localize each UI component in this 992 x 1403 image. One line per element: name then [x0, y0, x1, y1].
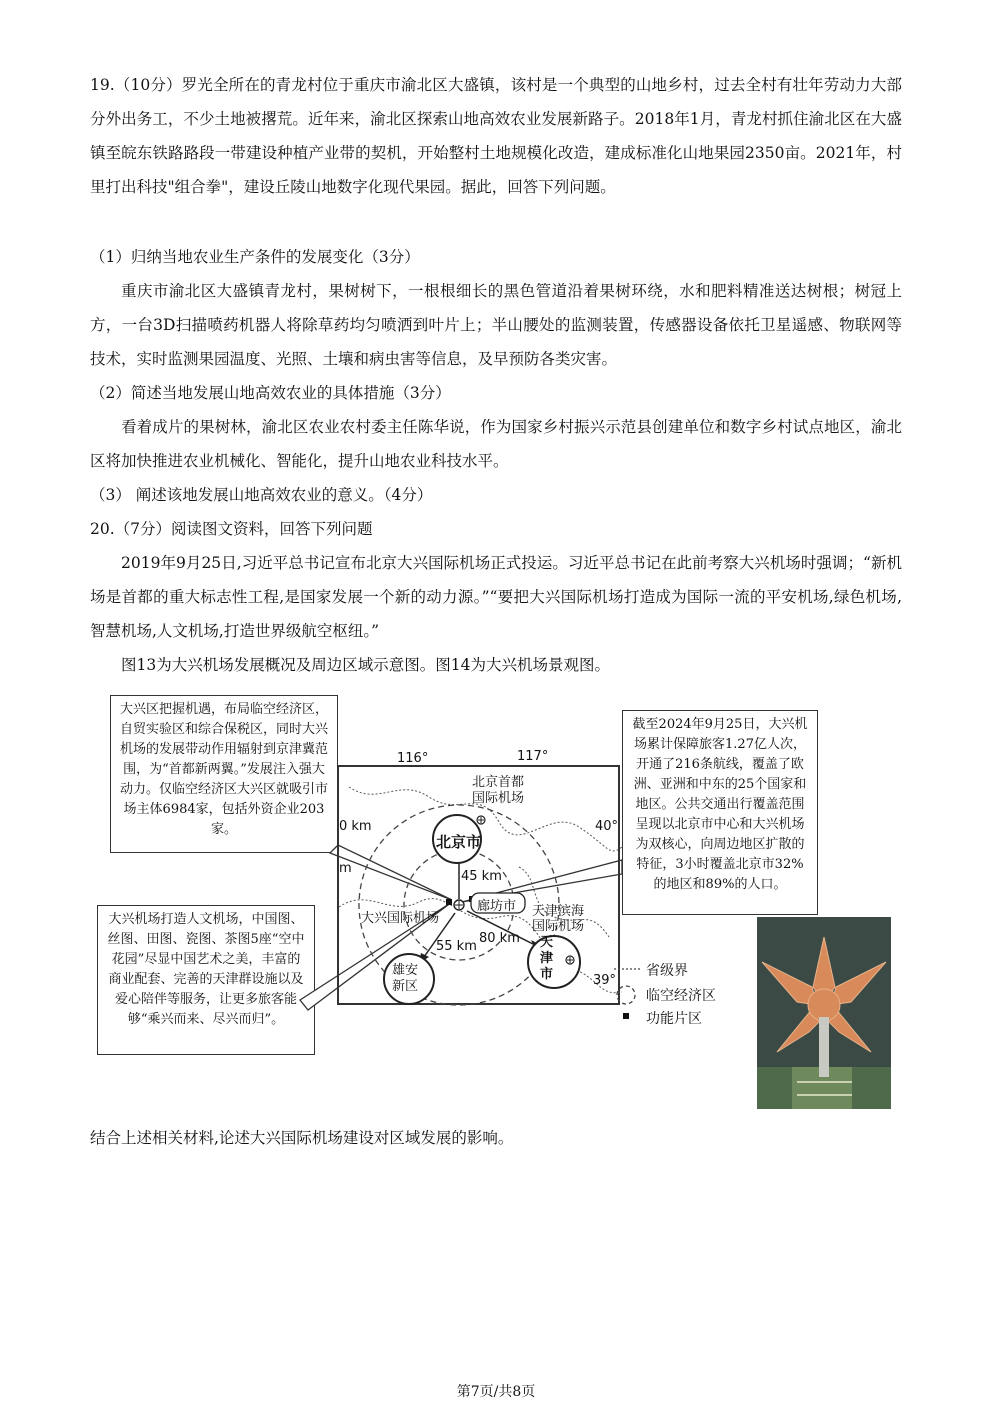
- q19-text2: 看着成片的果树林，渝北区农业农村委主任陈华说，作为国家乡村振兴示范县创建单位和数字乡村试点地区，渝北区将加快推进农业机械化、智能化，提升山地农业科技水平。: [90, 418, 902, 470]
- km-fragment-2: m: [339, 861, 352, 876]
- lon-label-117: 117°: [517, 749, 549, 764]
- q19-sub3: （3） 阐述该地发展山地高效农业的意义。（4分）: [90, 486, 433, 504]
- callout-box-left-top: 大兴区把握机遇，布局临空经济区，自贸实验区和综合保税区，同时大兴机场的发展带动作用辐射到京津冀范围，为“首都新两翼。”发展注入强大动力。仅临空经济区大兴区就吸引市场主体6984家，包括外资企业203家。: [110, 695, 338, 853]
- lat-label-39: 39°: [593, 973, 617, 988]
- distance-80km: 80 km: [479, 931, 520, 946]
- q20-question: 结合上述相关材料,论述大兴国际机场建设对区域发展的影响。: [90, 1129, 514, 1147]
- q19-intro: 19.（10分）罗光全所在的青龙村位于重庆市渝北区大盛镇，该村是一个典型的山地乡村，过去全村有壮年劳动力大部分外出务工，不少土地被撂荒。近年来，渝北区探索山地高效农业发展新路子。2018年1月，青龙村抓住渝北区在大盛镇至皖东铁路路段一带建设种植产业带的契机，开始整村土地规模化改造，建成标准化山地果园2350亩。2021年，村里打出科技"组合拳"，建设丘陵山地数字化现代果园。据此，回答下列问题。: [90, 76, 902, 196]
- tianjin-label: 天 津 市: [540, 935, 554, 982]
- callout-box-right: 截至2024年9月25日，大兴机场累计保障旅客1.27亿人次，开通了216条航线，覆盖了欧洲、亚洲和中东的25个国家和地区。公共交通出行覆盖范围呈现以北京市中心和大兴机场为双核心，向周边地区扩散的特征，3小时覆盖北京市32%的地区和89%的人口。: [622, 710, 818, 915]
- q20-intro: 20.（7分）阅读图文资料，回答下列问题: [90, 520, 373, 538]
- q19-sub2: （2）简述当地发展山地高效农业的具体措施（3分）: [90, 384, 451, 402]
- langfang-label: 廊坊市: [477, 899, 517, 914]
- q19-text1: 重庆市渝北区大盛镇青龙村，果树树下，一根根细长的黑色管道沿着果树环绕，水和肥料精准送达树根；树冠上方，一台3D扫描喷药机器人将除草药均匀喷洒到叶片上；半山腰处的监测装置，传感器设备依托卫星遥感、物联网等技术，实时监测果园温度、光照、土壤和病虫害等信息，及早预防各类灾害。: [90, 282, 902, 368]
- capital-airport-label: 北京首都 国际机场: [472, 775, 525, 806]
- distance-45km: 45 km: [461, 869, 502, 884]
- legend-zone-icon: [617, 986, 635, 1004]
- tianjin-airport-label: 天津滨海 国际机场: [532, 904, 585, 934]
- xiongan-label: 雄安 新区: [392, 963, 419, 994]
- legend-border-label: 省级界: [646, 963, 688, 979]
- legend-area-icon: [623, 1013, 629, 1019]
- page-footer: 第7页/共8页: [456, 1384, 536, 1400]
- callout-box-left-bottom: 大兴机场打造人文机场，中国图、丝图、田图、瓷图、茶图5座“空中花园”尽显中国艺术之美，丰富的商业配套、完善的天津群设施以及爱心陪伴等服务，让更多旅客能够“乘兴而来、尽兴而归”。: [97, 905, 315, 1055]
- legend-area-label: 功能片区: [646, 1011, 702, 1027]
- lat-label-40: 40°: [595, 819, 619, 834]
- km-fragment-1: 0 km: [339, 819, 372, 834]
- distance-55km: 55 km: [436, 939, 477, 954]
- beijing-label: 北京市: [436, 833, 482, 851]
- q19-sub1: （1）归纳当地农业生产条件的发展变化（3分）: [90, 248, 420, 266]
- legend-symbols: [612, 957, 642, 1027]
- function-area-square: [446, 899, 452, 905]
- airport-starfish-drawing: [757, 917, 891, 1109]
- q20-text1: 2019年9月25日,习近平总书记宣布北京大兴国际机场正式投运。习近平总书记在此前考察大兴机场时强调；“新机场是首都的重大标志性工程,是国家发展一个新的动力源。”“要把大兴国际机场打造成为国际一流的平安机场,绿色机场,智慧机场,人文机场,打造世界级航空枢纽。”: [90, 554, 902, 640]
- legend-zone-label: 临空经济区: [646, 988, 716, 1004]
- q20-text2: 图13为大兴机场发展概况及周边区域示意图。图14为大兴机场景观图。: [121, 656, 610, 674]
- lon-label-116: 116°: [397, 751, 429, 766]
- daxing-airport-aerial-photo: [757, 917, 891, 1109]
- daxing-airport-label: 大兴国际机场: [361, 911, 440, 926]
